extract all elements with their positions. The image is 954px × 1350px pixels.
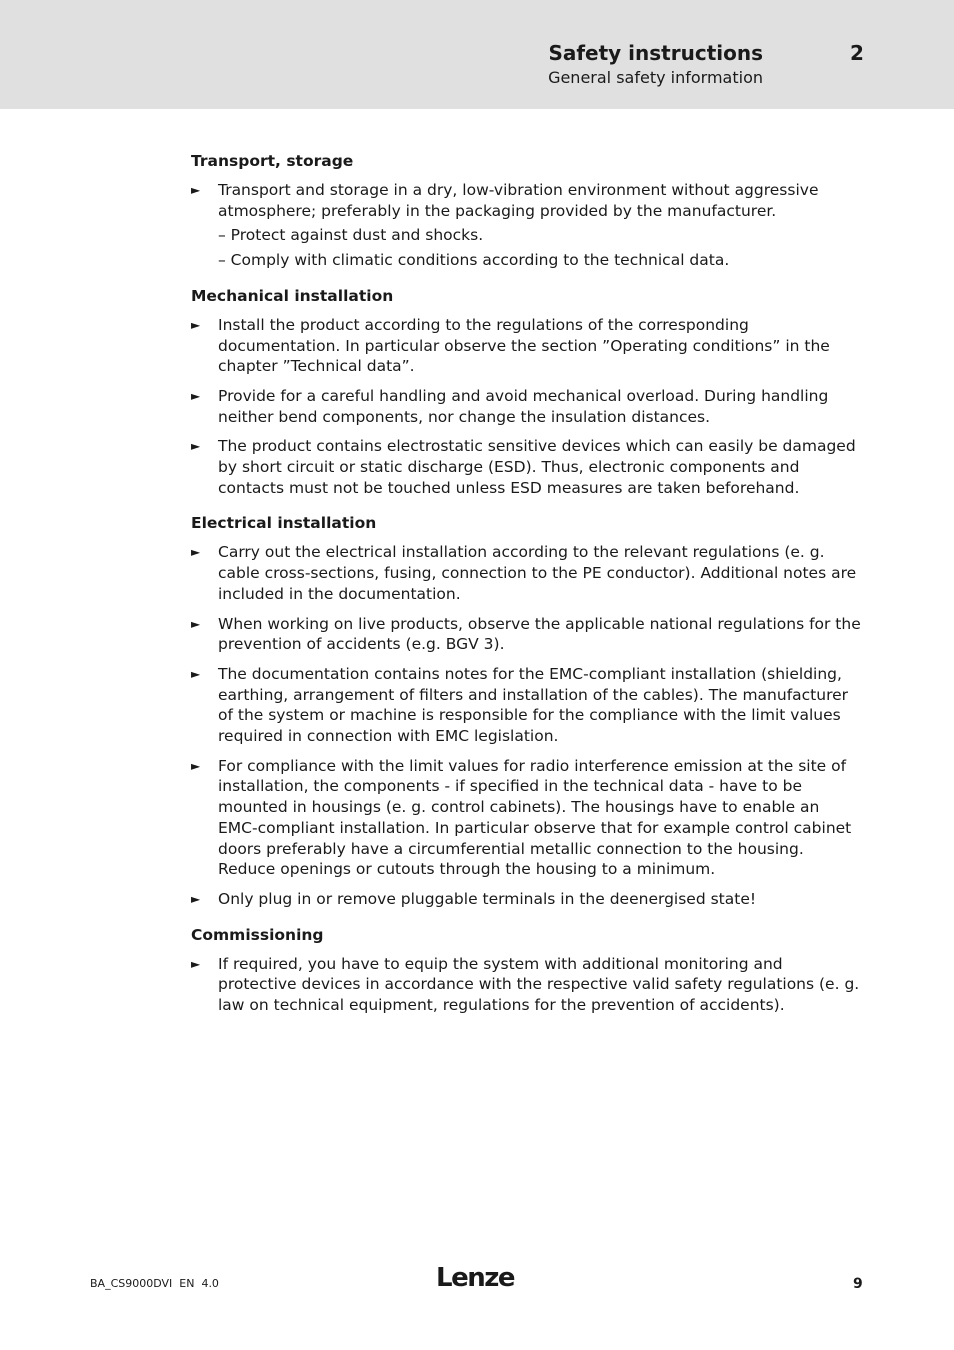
page-subtitle: General safety information: [548, 68, 763, 87]
section-transport: [191, 150, 863, 271]
section-electrical: [191, 512, 863, 909]
list-item: [191, 889, 863, 910]
list-item-text: Install the product according to the regulations of the corresponding documentation. In particular observe the section ”Operating conditions” in the chapter ”Technical data”.: [218, 315, 830, 376]
list-item: [191, 664, 863, 747]
list-item-text: The product contains electrostatic sensitive devices which can easily be damaged by short circuit or static discharge (ESD). Thus, electronic components and contacts must not be touched unless ESD measures are taken beforehand.: [218, 437, 856, 497]
sub-item: – Comply with climatic conditions according to the technical data.: [218, 251, 730, 270]
bullet-arrow-icon: ►: [191, 666, 201, 681]
bullet-arrow-icon: ►: [191, 616, 201, 631]
bullet-arrow-icon: ►: [191, 183, 201, 197]
section-heading: Mechanical installation: [191, 286, 394, 305]
content: [191, 150, 863, 1030]
bullet-arrow-icon: ►: [191, 545, 201, 560]
list-item-text: Carry out the electrical installation according to the relevant regulations (e. g. cable cross-sections, fusing, connection to the PE conductor). Additional notes are included in the documentation.: [218, 543, 857, 603]
lenze-logo: Lenze: [436, 1263, 514, 1293]
document-id: BA_CS9000DVI EN 4.0: [90, 1277, 219, 1290]
section-commissioning: [191, 924, 863, 1016]
bullet-arrow-icon: ►: [191, 317, 201, 332]
section-heading: Electrical installation: [191, 514, 377, 533]
section-heading: Transport, storage: [191, 152, 354, 170]
section-heading: Commissioning: [191, 925, 324, 944]
list-item: [191, 315, 863, 377]
chapter-number: 2: [850, 41, 864, 65]
list-item-text: If required, you have to equip the system with additional monitoring and protective devices in accordance with the respective valid safety regulations (e. g. law on technical equipment, regulations for the prevention of accidents).: [218, 954, 860, 1015]
list-item-text: When working on live products, observe the applicable national regulations for the prevention of accidents (e.g. BGV 3).: [218, 614, 861, 654]
header-band: [0, 0, 954, 109]
list-item-text: Provide for a careful handling and avoid mechanical overload. During handling neither bend components, nor change the insulation distances.: [218, 386, 829, 426]
list-item: [191, 180, 863, 271]
bullet-arrow-icon: ►: [191, 956, 201, 971]
sub-item: – Protect against dust and shocks.: [218, 226, 484, 245]
list-item-text: Only plug in or remove pluggable terminals in the deenergised state!: [218, 889, 757, 908]
bullet-arrow-icon: ►: [191, 758, 201, 773]
page-number: 9: [853, 1276, 863, 1292]
list-item-text: The documentation contains notes for the EMC-compliant installation (shielding, earthing, arrangement of filters and installation of the cables). The manufacturer of the system or machine is responsible for the compliance with the limit values required in connection with EMC legislation.: [218, 664, 849, 746]
bullet-arrow-icon: ►: [191, 891, 201, 906]
page-title: Safety instructions: [548, 41, 763, 65]
list-item: [191, 436, 863, 498]
list-item-text: Transport and storage in a dry, low-vibration environment without aggressive atmosphere; preferably in the packaging provided by the manufacturer.: [218, 181, 819, 220]
section-mechanical: [191, 285, 863, 499]
list-item: [191, 954, 863, 1016]
bullet-arrow-icon: ►: [191, 388, 201, 403]
list-item: [191, 542, 863, 604]
list-item-text: For compliance with the limit values for radio interference emission at the site of installation, the components - if specified in the technical data - have to be mounted in housings (e. g. control cabinets). The housings have to enable an EMC-compliant installation. In particular observe that for example control cabinet doors preferably have a circumferential metallic connection to the housing. Reduce openings or cutouts through the housing to a minimum.: [218, 756, 852, 879]
list-item: [191, 386, 863, 427]
bullet-arrow-icon: ►: [191, 439, 201, 454]
list-item: [191, 756, 863, 880]
list-item: [191, 614, 863, 655]
